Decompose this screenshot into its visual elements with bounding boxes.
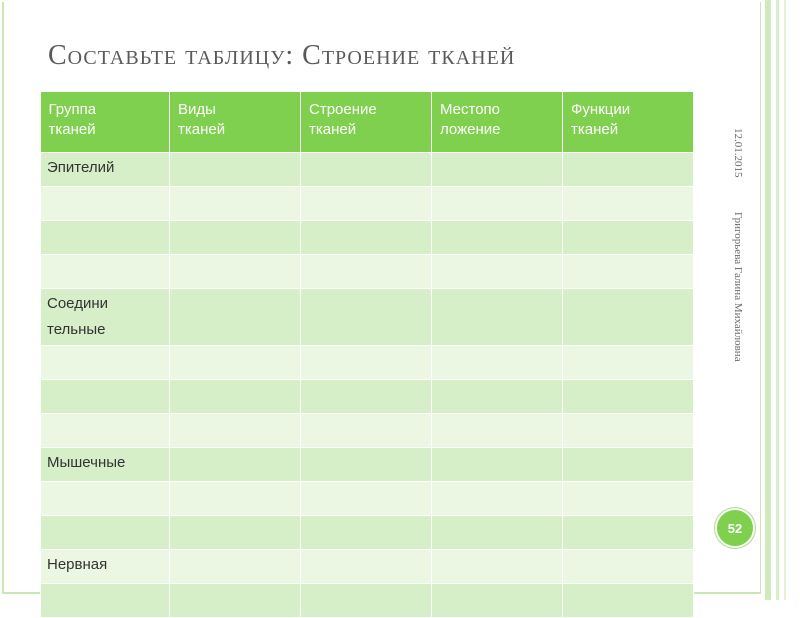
table-body <box>41 153 694 618</box>
table-cell[interactable] <box>301 255 432 289</box>
table-cell[interactable] <box>563 516 694 550</box>
table-row <box>41 482 694 516</box>
table-cell[interactable] <box>301 346 432 380</box>
table-cell[interactable] <box>301 289 432 346</box>
table-cell[interactable] <box>170 187 301 221</box>
table-cell[interactable] <box>432 346 563 380</box>
table-cell[interactable] <box>301 153 432 187</box>
table-cell[interactable] <box>301 221 432 255</box>
table-cell[interactable]: Нервная <box>41 550 170 584</box>
table-cell[interactable] <box>41 516 170 550</box>
table-cell[interactable] <box>563 482 694 516</box>
table-row <box>41 153 694 187</box>
table-cell[interactable] <box>41 221 170 255</box>
page-number: 52 <box>727 520 743 536</box>
table-row <box>41 221 694 255</box>
table-row <box>41 380 694 414</box>
table-cell[interactable] <box>170 255 301 289</box>
table-cell[interactable] <box>170 153 301 187</box>
table-cell[interactable] <box>432 516 563 550</box>
table-cell[interactable] <box>563 346 694 380</box>
header-structure <box>301 92 432 153</box>
table-row <box>41 289 694 346</box>
table-row <box>41 584 694 618</box>
table-row <box>41 448 694 482</box>
table-cell[interactable] <box>432 380 563 414</box>
table-cell[interactable] <box>301 414 432 448</box>
table-cell[interactable] <box>170 482 301 516</box>
table-cell[interactable]: Соедини тельные <box>41 289 170 346</box>
table-cell[interactable] <box>301 550 432 584</box>
table-cell[interactable] <box>41 187 170 221</box>
table-cell[interactable] <box>563 584 694 618</box>
table-cell[interactable] <box>432 414 563 448</box>
slide-title: Составьте таблицу: Строение тканей <box>48 40 516 71</box>
table-cell[interactable] <box>432 153 563 187</box>
header-functions <box>563 92 694 153</box>
header-types-label: Виды тканей <box>178 101 226 138</box>
table-cell[interactable] <box>563 153 694 187</box>
table-cell[interactable] <box>432 187 563 221</box>
table-cell[interactable] <box>301 584 432 618</box>
decor-rail <box>784 0 786 600</box>
table-cell[interactable] <box>432 448 563 482</box>
header-location <box>432 92 563 153</box>
table-cell[interactable] <box>170 516 301 550</box>
table-cell[interactable] <box>301 380 432 414</box>
tissue-table <box>40 92 694 618</box>
table-cell[interactable] <box>432 221 563 255</box>
table-cell[interactable] <box>170 550 301 584</box>
table-cell[interactable] <box>563 550 694 584</box>
table-cell[interactable] <box>170 289 301 346</box>
table-cell[interactable] <box>432 289 563 346</box>
table-row <box>41 255 694 289</box>
table-cell[interactable] <box>301 187 432 221</box>
table-cell[interactable] <box>170 380 301 414</box>
table-cell[interactable] <box>170 221 301 255</box>
header-location-label: Местопо ложение <box>440 101 501 138</box>
table-cell[interactable] <box>432 584 563 618</box>
decor-rail <box>765 0 771 600</box>
table-row <box>41 414 694 448</box>
table-row <box>41 346 694 380</box>
table-cell[interactable] <box>301 482 432 516</box>
header-group <box>41 92 170 153</box>
table-cell[interactable] <box>563 289 694 346</box>
table-cell[interactable] <box>41 255 170 289</box>
table-cell[interactable]: Мышечные <box>41 448 170 482</box>
table-cell[interactable] <box>563 187 694 221</box>
table-cell[interactable] <box>41 414 170 448</box>
table-row <box>41 516 694 550</box>
table-cell[interactable] <box>41 584 170 618</box>
table-cell[interactable] <box>301 516 432 550</box>
header-functions-label: Функции тканей <box>571 101 631 138</box>
header-structure-label: Строение тканей <box>309 101 377 138</box>
table-cell[interactable] <box>41 380 170 414</box>
table-cell[interactable] <box>432 550 563 584</box>
header-group-label: Группа тканей <box>48 101 97 138</box>
header-types <box>170 92 301 153</box>
table-cell[interactable] <box>432 255 563 289</box>
table-cell[interactable] <box>563 221 694 255</box>
table-cell[interactable] <box>170 414 301 448</box>
table-cell[interactable] <box>563 380 694 414</box>
table-cell[interactable] <box>432 482 563 516</box>
page-number-badge <box>715 508 755 548</box>
table-cell[interactable] <box>170 448 301 482</box>
table-cell[interactable] <box>301 448 432 482</box>
table-cell[interactable] <box>170 584 301 618</box>
table-cell[interactable] <box>563 448 694 482</box>
slide-author: Григорьева Галина Михайловна <box>732 212 744 362</box>
table-cell[interactable] <box>41 346 170 380</box>
slide-date: 12.01.2015 <box>732 128 744 178</box>
table-row <box>41 550 694 584</box>
table-header-row <box>41 92 694 153</box>
table-cell[interactable] <box>563 255 694 289</box>
table-row <box>41 187 694 221</box>
decor-rail <box>776 0 779 600</box>
table-cell[interactable] <box>563 414 694 448</box>
table-cell[interactable]: Эпителий <box>41 153 170 187</box>
table-cell[interactable] <box>41 482 170 516</box>
table-cell[interactable] <box>170 346 301 380</box>
